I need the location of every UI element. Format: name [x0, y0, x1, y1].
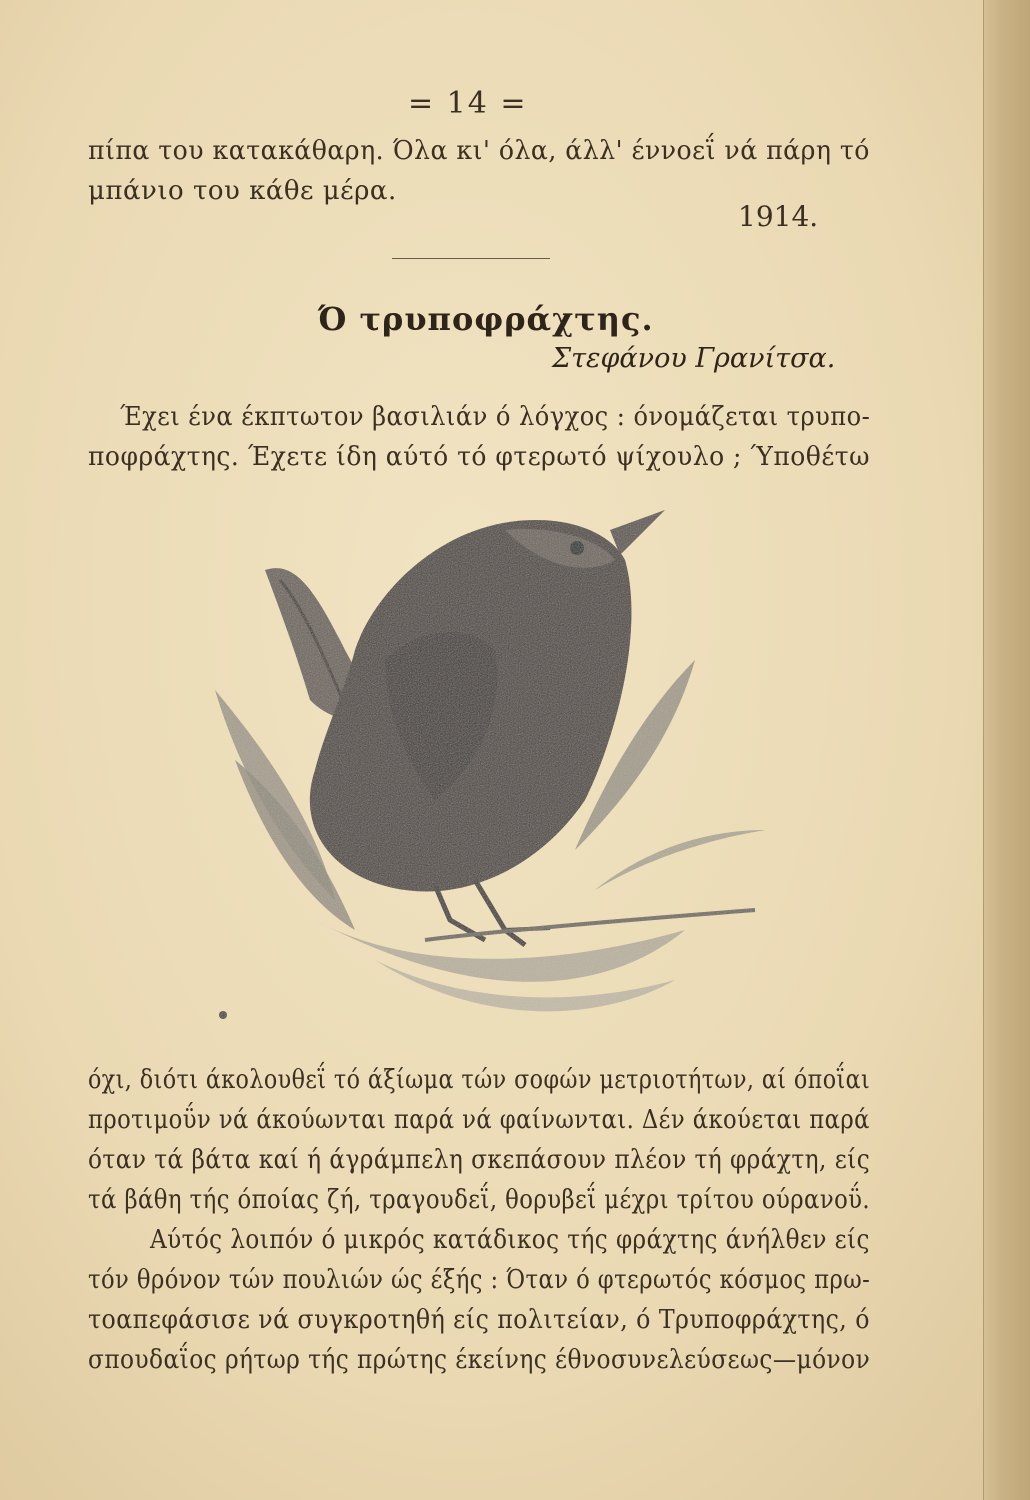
- year: 1914.: [738, 200, 819, 233]
- page-number: = 14 =: [408, 86, 528, 121]
- text-line: ποφράχτης. Έχετε ίδη αύτό τό φτερωτό ψίχουλο ; Ύποθέτω: [88, 442, 870, 472]
- text-line: όχι, διότι άκολουθεΐ τό άξίωμα τών σοφών μετριοτήτων, αί όποΐαι: [88, 1065, 871, 1095]
- text-line: Έχει ένα έκπτωτον βασιλιάν ό λόγχος : όνομάζεται τρυπο-: [120, 402, 871, 432]
- author-name: Στεφάνου Γρανίτσα.: [552, 343, 836, 374]
- text-line: τόν θρόνον τών πουλιών ώς έξής : Όταν ό φτερωτός κόσμος πρω-: [88, 1265, 871, 1295]
- text-line: σπουδαΐος ρήτωρ τής πρώτης έκείνης έθνοσυνελεύσεως—μόνον: [88, 1345, 871, 1375]
- text-line: πίπα του κατακάθαρη. Όλα κι' όλα, άλλ' έννοεΐ νά πάρη τό: [88, 136, 870, 166]
- text-line: όταν τά βάτα καί ή άγράμπελη σκεπάσουν πλέον τή φράχτη, είς: [88, 1145, 871, 1175]
- wren-illustration: [205, 500, 795, 1040]
- text-line: τά βάθη τής όποίας ζή, τραγουδεΐ, θορυβεΐ μέχρι τρίτου ούρανοΰ.: [88, 1185, 871, 1215]
- text-line: μπάνιο του κάθε μέρα.: [88, 176, 397, 206]
- text-line: προτιμοΰν νά άκούωνται παρά νά φαίνωνται. Δέν άκούεται παρά: [88, 1105, 870, 1135]
- section-divider: [392, 258, 550, 259]
- text-line: Αύτός λοιπόν ό μικρός κατάδικος τής φράχτης άνήλθεν είς: [150, 1225, 870, 1255]
- chapter-title: Ό τρυποφράχτης.: [318, 300, 654, 338]
- text-line: τοαπεφάσισε νά συγκροτηθή είς πολιτείαν, ό Τρυποφράχτης, ό: [88, 1305, 870, 1335]
- page-edge: [983, 0, 1030, 1500]
